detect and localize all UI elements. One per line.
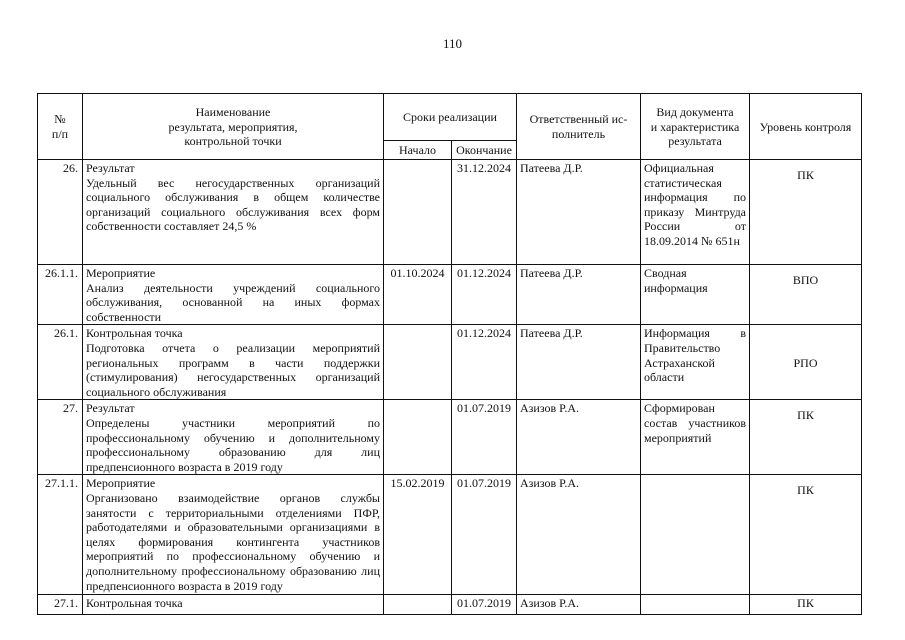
row-start-date <box>384 325 452 400</box>
row-number: 27.1. <box>38 595 83 615</box>
table-row <box>38 595 862 615</box>
row-start-date <box>384 160 452 265</box>
row-number: 26.1.1. <box>38 265 83 325</box>
row-number: 27.1.1. <box>38 475 83 595</box>
row-text: Анализ деятельности учреждений социального обслуживания, основанной на иных формах собственности <box>86 280 380 324</box>
row-responsible: Патеева Д.Р. <box>517 160 641 265</box>
row-document <box>641 475 750 595</box>
row-document: Информация в Правительство Астраханской области <box>641 325 750 400</box>
row-control-level: ПК <box>750 400 862 475</box>
row-responsible: Азизов Р.А. <box>517 400 641 475</box>
row-document <box>641 595 750 615</box>
row-description <box>83 475 384 595</box>
row-end-date: 01.12.2024 <box>452 325 517 400</box>
row-responsible: Азизов Р.А. <box>517 475 641 595</box>
table-row <box>38 160 862 265</box>
row-type: Мероприятие <box>86 266 156 280</box>
row-type: Контрольная точка <box>86 596 183 611</box>
row-document: Официальная статистическая информация по приказу Минтруда России от 18.09.2014 № 651н <box>641 160 750 265</box>
row-text: Организовано взаимодействие органов службы занятости с территориальными отделениями ПФР, работодателями и образовательными организациями в целях формирования контингента участников мероприятий по профессиональному обучению и дополнительному профессиональному образованию лиц предпенсионного возраста в 2019 году <box>86 490 380 593</box>
row-text: Подготовка отчета о реализации мероприятий региональных программ в части поддержки (стимулирования) негосударственных организаций социального обслуживания <box>86 340 380 399</box>
header-responsible: Ответственный ис- полнитель <box>517 94 641 160</box>
row-description <box>83 595 384 615</box>
row-end-date: 01.12.2024 <box>452 265 517 325</box>
row-text: Удельный вес негосударственных организаций социального обслуживания в общем количестве организаций социального обслуживания всех форм собственности составляет 24,5 % <box>86 175 380 234</box>
row-responsible: Патеева Д.Р. <box>517 265 641 325</box>
row-description <box>83 265 384 325</box>
page-number: 110 <box>442 36 463 51</box>
row-type: Результат <box>86 161 135 175</box>
header-row <box>38 94 862 141</box>
row-end-date: 01.07.2019 <box>452 595 517 615</box>
row-number: 26. <box>38 160 83 265</box>
table-row <box>38 400 862 475</box>
header-num: № п/п <box>38 94 83 160</box>
header-terms: Сроки реализации <box>384 94 517 141</box>
row-start-date <box>384 595 452 615</box>
row-responsible: Азизов Р.А. <box>517 595 641 615</box>
header-control: Уровень контроля <box>750 94 862 160</box>
row-type: Мероприятие <box>86 476 156 491</box>
header-start: Начало <box>384 141 452 160</box>
row-type: Контрольная точка <box>86 326 183 341</box>
row-document: Сводная информация <box>641 265 750 325</box>
row-start-date: 15.02.2019 <box>384 475 452 595</box>
row-type: Результат <box>86 401 135 416</box>
row-start-date <box>384 400 452 475</box>
header-name: Наименование результата, мероприятия, контрольной точки <box>83 94 384 160</box>
row-start-date: 01.10.2024 <box>384 265 452 325</box>
row-end-date: 31.12.2024 <box>452 160 517 265</box>
row-text: Определены участники мероприятий по профессиональному обучению и дополнительному профессиональному образованию для лиц предпенсионного возраста в 2019 году <box>86 415 380 474</box>
row-description <box>83 325 384 400</box>
table-row <box>38 265 862 325</box>
row-control-level: ПК <box>750 595 862 615</box>
row-description <box>83 400 384 475</box>
row-end-date: 01.07.2019 <box>452 400 517 475</box>
row-control-level: ПК <box>750 160 862 265</box>
row-number: 26.1. <box>38 325 83 400</box>
table-row <box>38 325 862 400</box>
row-end-date: 01.07.2019 <box>452 475 517 595</box>
row-control-level: ВПО <box>750 265 862 325</box>
row-description <box>83 160 384 265</box>
header-end: Окончание <box>452 141 517 160</box>
plan-table <box>37 93 862 615</box>
row-document: Сформирован состав участников мероприятий <box>641 400 750 475</box>
table-row <box>38 475 862 595</box>
row-control-level: РПО <box>750 325 862 400</box>
row-number: 27. <box>38 400 83 475</box>
header-document: Вид документа и характеристика результата <box>641 94 750 160</box>
row-responsible: Патеева Д.Р. <box>517 325 641 400</box>
row-control-level: ПК <box>750 475 862 595</box>
